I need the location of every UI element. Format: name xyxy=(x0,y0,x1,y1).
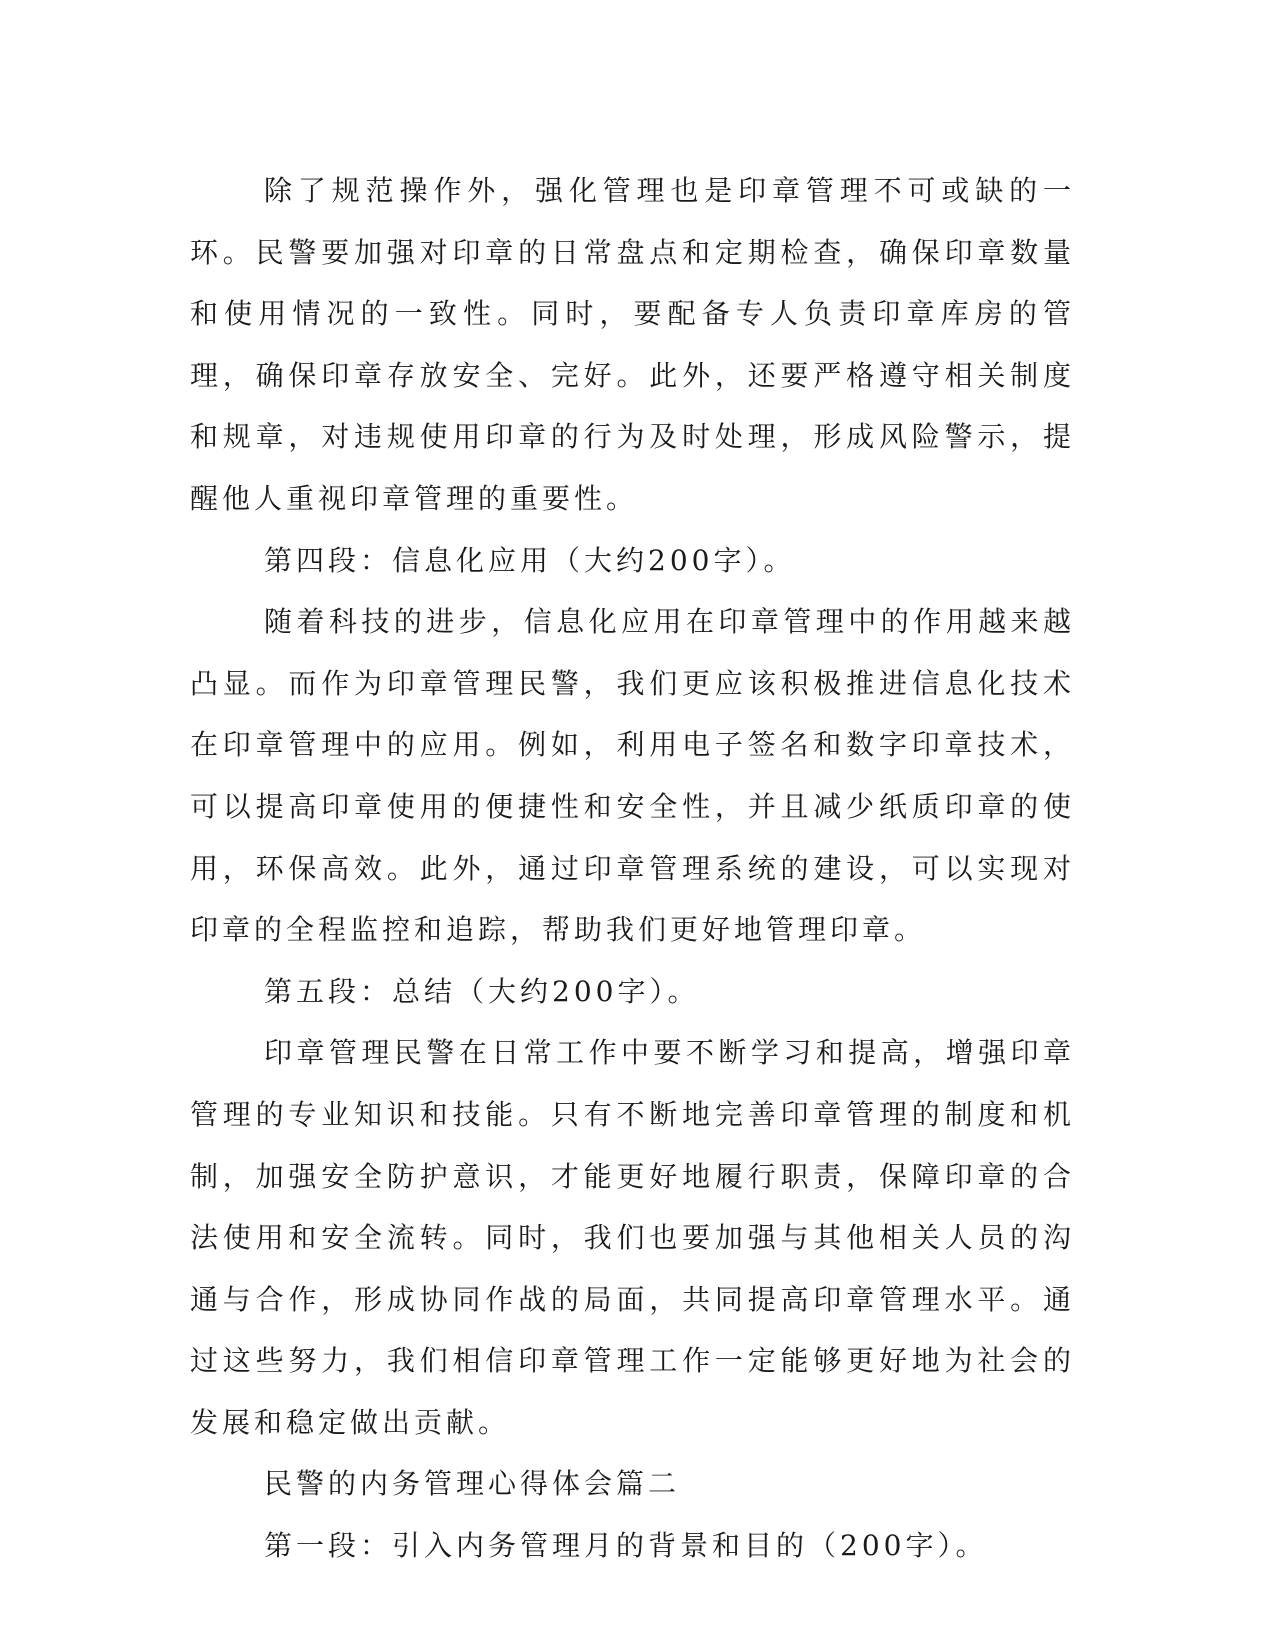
paragraph-informatization: 随着科技的进步，信息化应用在印章管理中的作用越来越凸显。而作为印章管理民警，我们更应该积极推进信息化技术在印章管理中的应用。例如，利用电子签名和数字印章技术，可以提高印章使用的便捷性和安全性，并且减少纸质印章的使用，环保高效。此外，通过印章管理系统的建设，可以实现对印章的全程监控和追踪，帮助我们更好地管理印章。 xyxy=(190,605,1075,947)
document-body xyxy=(190,160,1075,1577)
heading-section-five: 第五段：总结（大约200字）。 xyxy=(264,974,700,1008)
article-two-title: 民警的内务管理心得体会篇二 xyxy=(264,1467,681,1501)
heading-section-one: 第一段：引入内务管理月的背景和目的（200字）。 xyxy=(264,1529,988,1563)
heading-section-four: 第四段：信息化应用（大约200字）。 xyxy=(264,543,796,577)
paragraph-summary: 印章管理民警在日常工作中要不断学习和提高，增强印章管理的专业知识和技能。只有不断地完善印章管理的制度和机制，加强安全防护意识，才能更好地履行职责，保障印章的合法使用和安全流转。同时，我们也要加强与其他相关人员的沟通与合作，形成协同作战的局面，共同提高印章管理水平。通过这些努力，我们相信印章管理工作一定能够更好地为社会的发展和稳定做出贡献。 xyxy=(190,1036,1075,1439)
paragraph-strengthen-management: 除了规范操作外，强化管理也是印章管理不可或缺的一环。民警要加强对印章的日常盘点和定期检查，确保印章数量和使用情况的一致性。同时，要配备专人负责印章库房的管理，确保印章存放安全、完好。此外，还要严格遵守相关制度和规章，对违规使用印章的行为及时处理，形成风险警示，提醒他人重视印章管理的重要性。 xyxy=(190,174,1075,515)
